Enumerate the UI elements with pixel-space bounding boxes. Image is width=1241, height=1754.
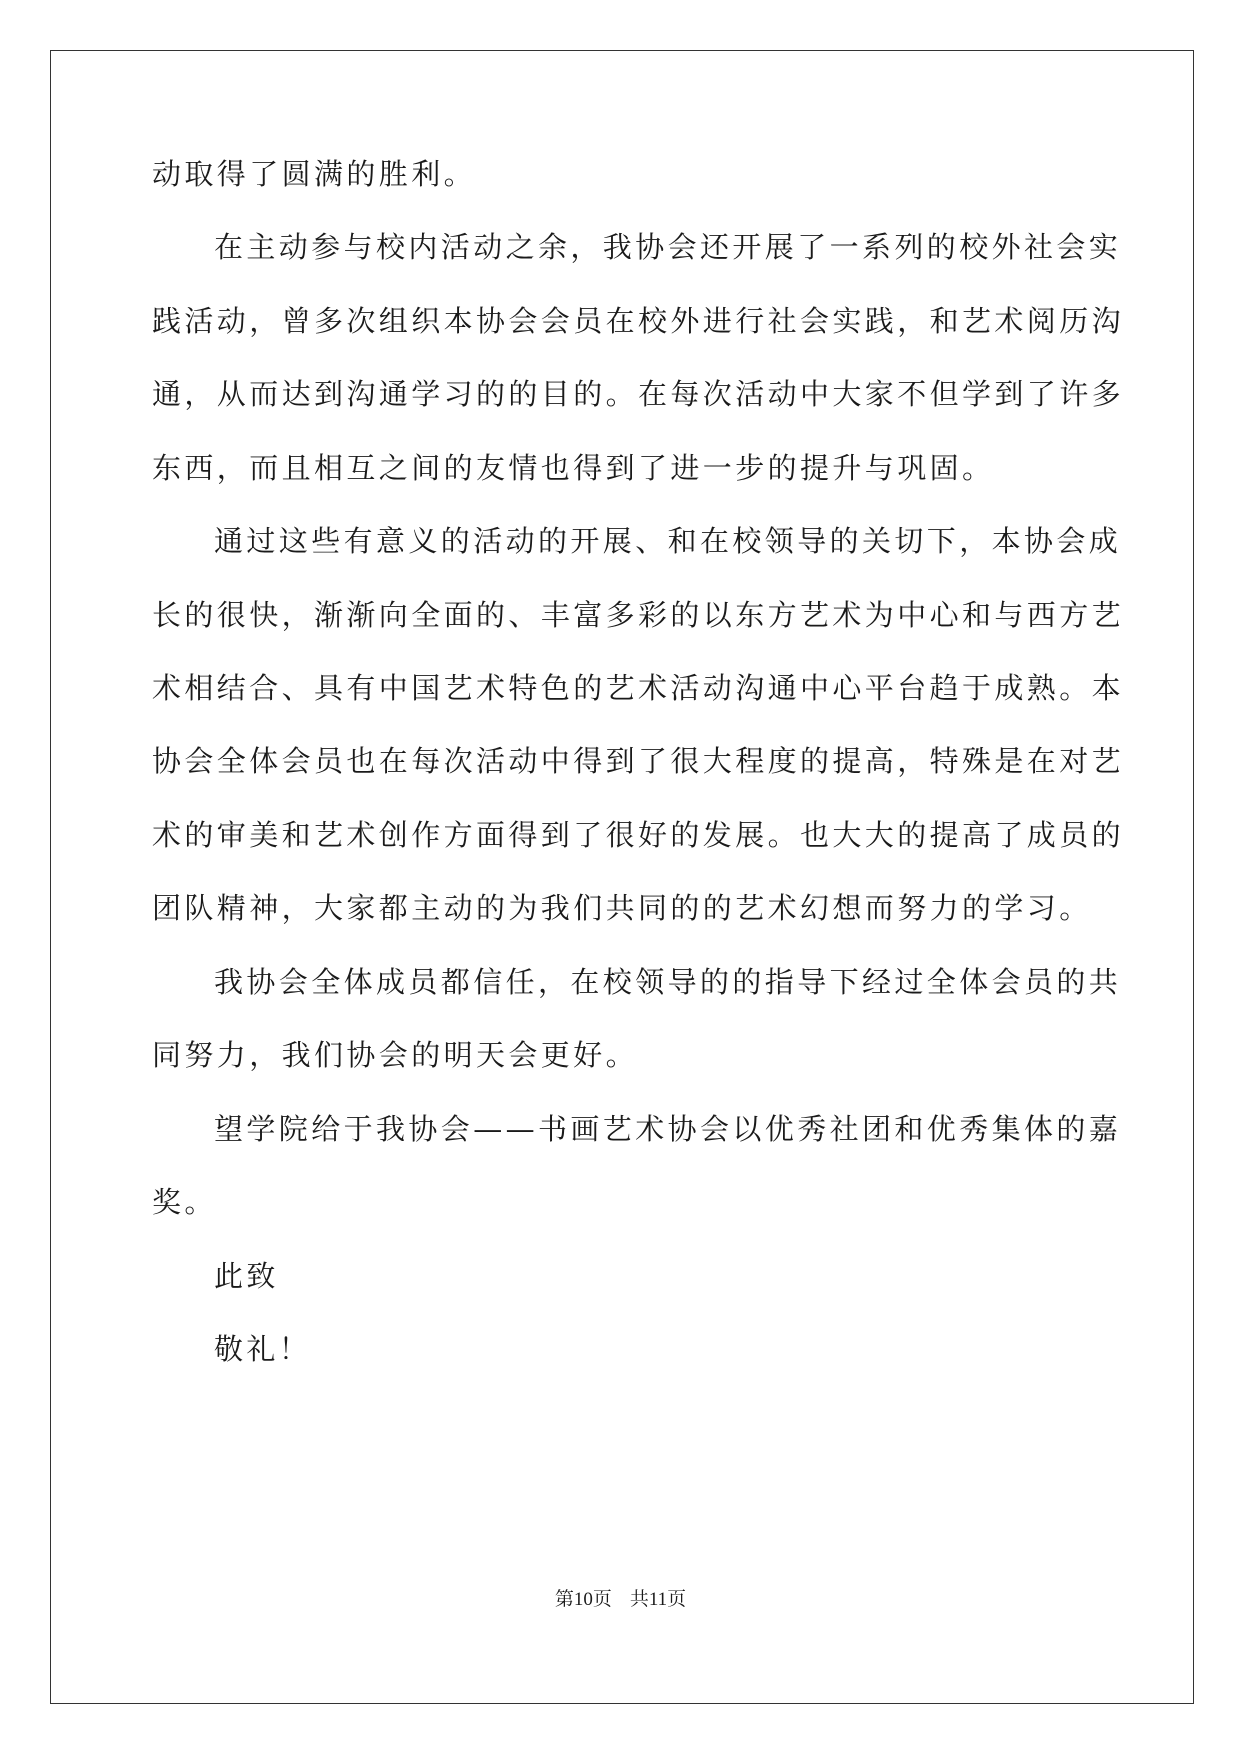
text-line-5: 东西，而且相互之间的友情也得到了进一步的提升与巩固。	[152, 451, 995, 485]
text-line-3: 践活动，曾多次组织本协会会员在校外进行社会实践，和艺术阅历沟	[152, 304, 1125, 338]
page-footer	[0, 1587, 1241, 1613]
text-line-11: 团队精神，大家都主动的为我们共同的的艺术幻想而努力的学习。	[152, 891, 1092, 925]
text-line-1: 动取得了圆满的胜利。	[152, 157, 477, 191]
closing-regards: 敬礼！	[214, 1332, 312, 1366]
text-line-15: 奖。	[152, 1185, 217, 1219]
closing-salutation: 此致	[214, 1259, 279, 1293]
text-line-9: 协会全体会员也在每次活动中得到了很大程度的提高，特殊是在对艺	[152, 744, 1125, 778]
page-number: 第10页	[554, 1589, 612, 1610]
text-line-6: 通过这些有意义的活动的开展、和在校领导的关切下，本协会成	[214, 524, 1122, 558]
text-line-7: 长的很快，渐渐向全面的、丰富多彩的以东方艺术为中心和与西方艺	[152, 598, 1125, 632]
page-border	[50, 50, 1194, 1704]
text-line-4: 通，从而达到沟通学习的的目的。在每次活动中大家不但学到了许多	[152, 377, 1125, 411]
text-line-2: 在主动参与校内活动之余，我协会还开展了一系列的校外社会实	[214, 230, 1122, 264]
page-total: 共11页	[629, 1589, 687, 1610]
text-line-10: 术的审美和艺术创作方面得到了很好的发展。也大大的提高了成员的	[152, 818, 1125, 852]
text-line-12: 我协会全体成员都信任，在校领导的的指导下经过全体会员的共	[214, 965, 1122, 999]
text-line-13: 同努力，我们协会的明天会更好。	[152, 1038, 639, 1072]
text-line-14: 望学院给于我协会——书画艺术协会以优秀社团和优秀集体的嘉	[214, 1112, 1122, 1146]
text-line-8: 术相结合、具有中国艺术特色的艺术活动沟通中心平台趋于成熟。本	[152, 671, 1125, 705]
